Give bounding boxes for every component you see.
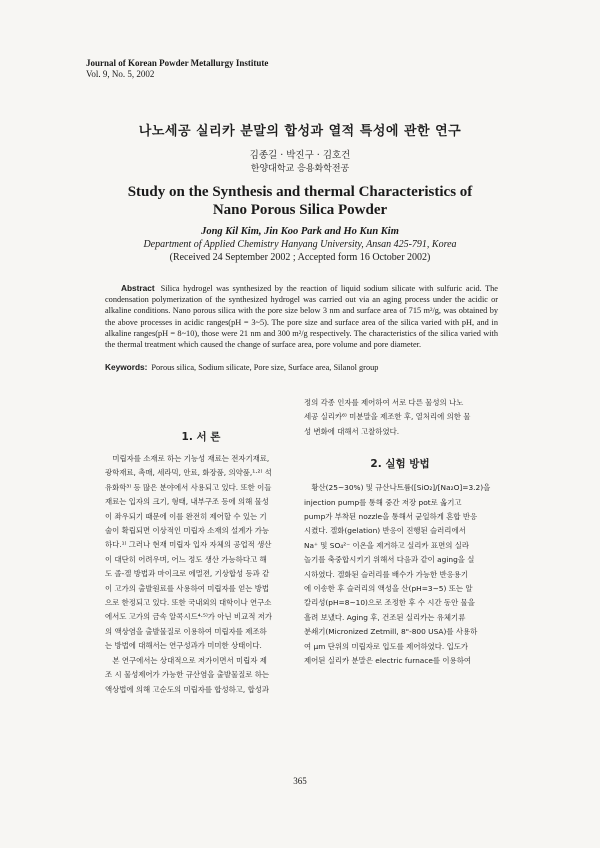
text-line: 제어된 실리카 분말은 electric furnace를 이용하여 xyxy=(304,656,471,666)
text-line: pump가 부착된 nozzle을 통해서 균일하게 혼합 반응 xyxy=(304,512,478,522)
korean-authors: 김종길 · 박진구 · 김호건 xyxy=(249,150,351,161)
english-title-line-2: Nano Porous Silica Powder xyxy=(212,202,388,218)
text-line: 도 졸-겔 방법과 마이크로 에멀젼, 기상합성 등과 같 xyxy=(105,569,270,579)
text-line: 황산(25~30%) 및 규산나트륨([SiO₂]/[Na₂O]=3.2)을 xyxy=(304,483,491,493)
journal-name: Journal of Korean Powder Metallurgy Institute xyxy=(86,58,269,68)
text-line: 성 변화에 대해서 고찰하였다. xyxy=(304,426,400,436)
page-number: 365 xyxy=(293,776,307,786)
section-heading-methods: 2. 실험 방법 xyxy=(370,458,430,471)
text-line: 시하였다. 겔화된 슬러리를 배수가 가능한 반응용기 xyxy=(304,569,469,579)
text-line: 분쇄기(Micronized Zetmill, 8"-800 USA)를 사용하 xyxy=(304,627,478,637)
text-line: injection pump를 통해 중간 저장 pot로 옮기고 xyxy=(304,497,462,507)
text-line: 여 μm 단위의 미립자로 입도를 제어하였다. 입도가 xyxy=(304,641,468,651)
journal-header xyxy=(86,58,268,80)
korean-title: 나노세공 실리카 분말의 합성과 열적 특성에 관한 연구 xyxy=(138,124,462,139)
text-line: 세공 실리카⁶⁾ 미분말을 제조한 후, 열처리에 의한 물 xyxy=(304,412,471,422)
text-line: 정의 각종 인자를 제어하여 서로 다른 물성의 나노 xyxy=(304,398,464,407)
keywords-text: Porous silica, Sodium silicate, Pore size, Surface area, Silanol group xyxy=(151,363,379,372)
text-line: 하다.¹⁾ 그러나 현재 미립자 입자 자체의 공업적 생산 xyxy=(105,540,272,550)
english-department: Department of Applied Chemistry Hanyang University, Ansan 425-791, Korea xyxy=(143,239,457,250)
text-line: 시켰다. 겔화(gelation) 반응이 진행된 슬러리에서 xyxy=(304,526,466,536)
text-line: 액상법에 의해 고순도의 미립자를 합성하고, 합성과 xyxy=(105,684,270,694)
keywords xyxy=(105,362,505,372)
text-line: 재료는 입자의 크기, 형태, 내부구조 등에 의해 물성 xyxy=(105,497,269,507)
text-line: 본 연구에서는 상대적으로 저가이면서 미립자 제 xyxy=(105,655,267,665)
text-line: 에 이송한 후 슬러리의 액성을 산(pH=3~5) 또는 알 xyxy=(304,584,473,594)
section-heading-introduction: 1. 서 론 xyxy=(181,431,221,443)
text-line: 에서도 고가의 금속 알콕시드⁴·⁵⁾가 아닌 비교적 저가 xyxy=(105,612,272,622)
text-line: 이 대단히 어려우며, 어느 정도 생산 가능하다고 해 xyxy=(105,554,267,564)
korean-affiliation: 한양대학교 응용화학전공 xyxy=(250,164,350,174)
text-line: 놀기를 축중합시키기 위해서 다음과 같이 aging을 실 xyxy=(304,555,475,565)
keywords-label: Keywords: xyxy=(105,362,148,372)
text-line: 조 시 물성제어가 가능한 규산염을 출발물질로 하는 xyxy=(105,670,270,680)
left-column xyxy=(105,430,297,697)
right-column xyxy=(304,396,496,669)
text-line: 칼리성(pH=8~10)으로 조정한 후 수 시간 동안 물을 xyxy=(304,598,475,608)
english-title xyxy=(0,183,600,219)
introduction-continued xyxy=(304,396,496,439)
text-line: 이 고가의 출발원료를 사용하여 미립자를 얻는 방법 xyxy=(105,583,270,593)
text-line: 으로 한정되고 있다. 또한 국내외의 대학이나 연구소 xyxy=(105,598,272,608)
abstract-label: Abstract xyxy=(121,283,155,293)
text-line: 광학재료, 촉매, 세라믹, 안료, 화장품, 의약품,¹·²⁾ 석 xyxy=(105,468,272,478)
text-line: Na⁺ 및 SO₄²⁻ 이온을 제거하고 실리카 표면의 실라 xyxy=(304,540,469,550)
journal-volume: Vol. 9, No. 5, 2002 xyxy=(86,69,155,79)
text-line: 흘려 보냈다. Aging 후, 건조된 실리카는 유체기류 xyxy=(304,612,466,622)
methods-body xyxy=(304,481,496,668)
text-line: 미립자를 소재로 하는 기능성 재료는 전자기재료, xyxy=(105,454,270,463)
abstract-text: Silica hydrogel was synthesized by the reaction of liquid sodium silicate with sulfuric acid. The condensation polymerization of the synthesized hydrogel was carried out via an aging process under the acidic or alkaline conditions. Nano porous silica with the pore size below 3 nm and surface area of 715 m²/g, was obtained by the above processes in acidic ranges(pH = 3~5). The pore size and surface area of the silica varied with pH, and in alkaline ranges(pH = 8~10), those were 21 nm and 300 m²/g respectively. The characteristics of the silica varied with the thermal treatment which caused the change of surface area, pore volume and pore diameter. xyxy=(105,284,498,350)
text-line: 는 방법에 대해서는 연구성과가 미미한 상태이다. xyxy=(105,641,262,651)
abstract xyxy=(105,283,498,350)
introduction-body xyxy=(105,452,297,697)
text-line: 술이 확립되면 이상적인 미립자 소재의 설계가 가능 xyxy=(105,526,270,536)
text-line: 유화학³⁾ 등 많은 분야에서 사용되고 있다. 또한 이들 xyxy=(105,482,272,492)
received-dates: (Received 24 September 2002 ; Accepted form 16 October 2002) xyxy=(169,252,431,263)
text-line: 이 좌우되기 때문에 이를 완전히 제어할 수 있는 기 xyxy=(105,511,267,521)
text-line: 의 액상염을 출발물질로 이용하여 미립자를 제조하 xyxy=(105,626,267,636)
english-authors: Jong Kil Kim, Jin Koo Park and Ho Kun Kim xyxy=(201,226,399,237)
english-title-line-1: Study on the Synthesis and thermal Characteristics of xyxy=(127,184,473,200)
